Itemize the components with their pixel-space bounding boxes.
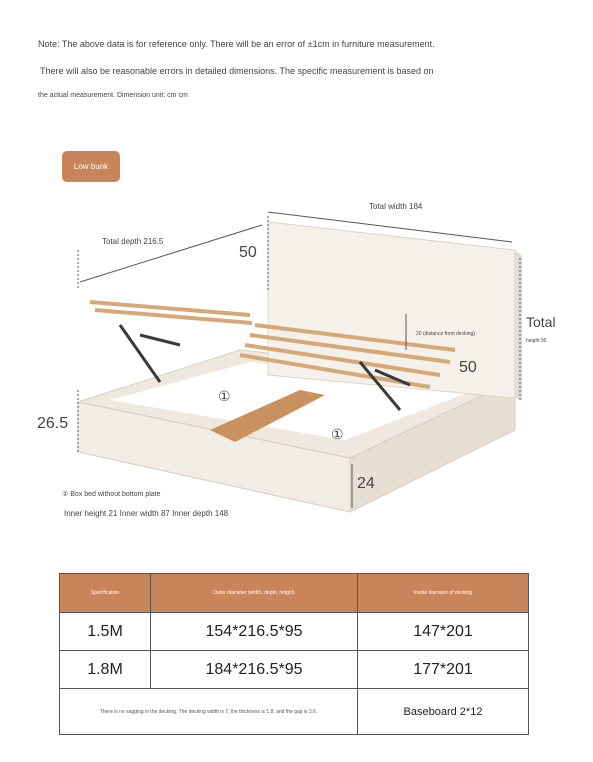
note-line-3b: ual measurement. Dimension unit: cm cm	[59, 92, 188, 99]
total-depth-label: Total depth 216.5	[102, 237, 164, 246]
note-line-1: Note: The above data is for reference only. There will be an error of ±1cm in furniture measurement.	[38, 39, 435, 49]
marker-1a: ①	[218, 388, 231, 404]
cell-spec: 1.5M	[60, 613, 151, 651]
table-row	[60, 651, 529, 689]
headboard-height-label: 50	[239, 244, 257, 261]
total-width-label: Total width 184	[369, 202, 423, 211]
bed-figure	[0, 190, 593, 530]
cell-outer: 154*216.5*95	[151, 613, 358, 651]
marker-1b: ①	[331, 426, 344, 442]
total-height-label: Total	[526, 314, 556, 330]
inner-dimensions-label: Inner height 21 Inner width 87 Inner depth 148	[64, 509, 229, 518]
note-line-2: There will also be reasonable errors in detailed dimensions. The specific measurement is based on	[40, 66, 434, 76]
table-row	[60, 613, 529, 651]
spec-table	[59, 573, 529, 735]
header-inside-diameter: Inside diameter of decking	[358, 574, 529, 613]
low-bunk-badge: Low bunk	[62, 151, 120, 182]
table-header-row	[60, 574, 529, 613]
note-line-3	[38, 92, 188, 99]
total-height-sub-label: height 95	[526, 338, 547, 344]
note-line-3a: the act	[38, 92, 60, 99]
cell-inside: 177*201	[358, 651, 529, 689]
lift-depth-label: 50	[459, 359, 477, 376]
header-outer-diameter: Outer diameter (width, depth, height)	[151, 574, 358, 613]
header-specification: Specification	[60, 574, 151, 613]
table-footer-row	[60, 689, 529, 735]
cell-spec: 1.8M	[60, 651, 151, 689]
slat-height-label: 20 (distance from decking)	[416, 331, 475, 337]
cell-inside: 147*201	[358, 613, 529, 651]
legend-label: ① Box bed without bottom plate	[62, 491, 161, 498]
foot-height-label: 24	[357, 475, 375, 492]
bed-illustration	[0, 190, 593, 530]
decking-note: There is no sagging in the decking. The decking width is 7, the thickness is 1.8, and the gap is 3.6.	[60, 689, 358, 735]
cell-outer: 184*216.5*95	[151, 651, 358, 689]
baseboard-value: Baseboard 2*12	[358, 689, 529, 735]
side-height-label: 26.5	[37, 415, 69, 432]
